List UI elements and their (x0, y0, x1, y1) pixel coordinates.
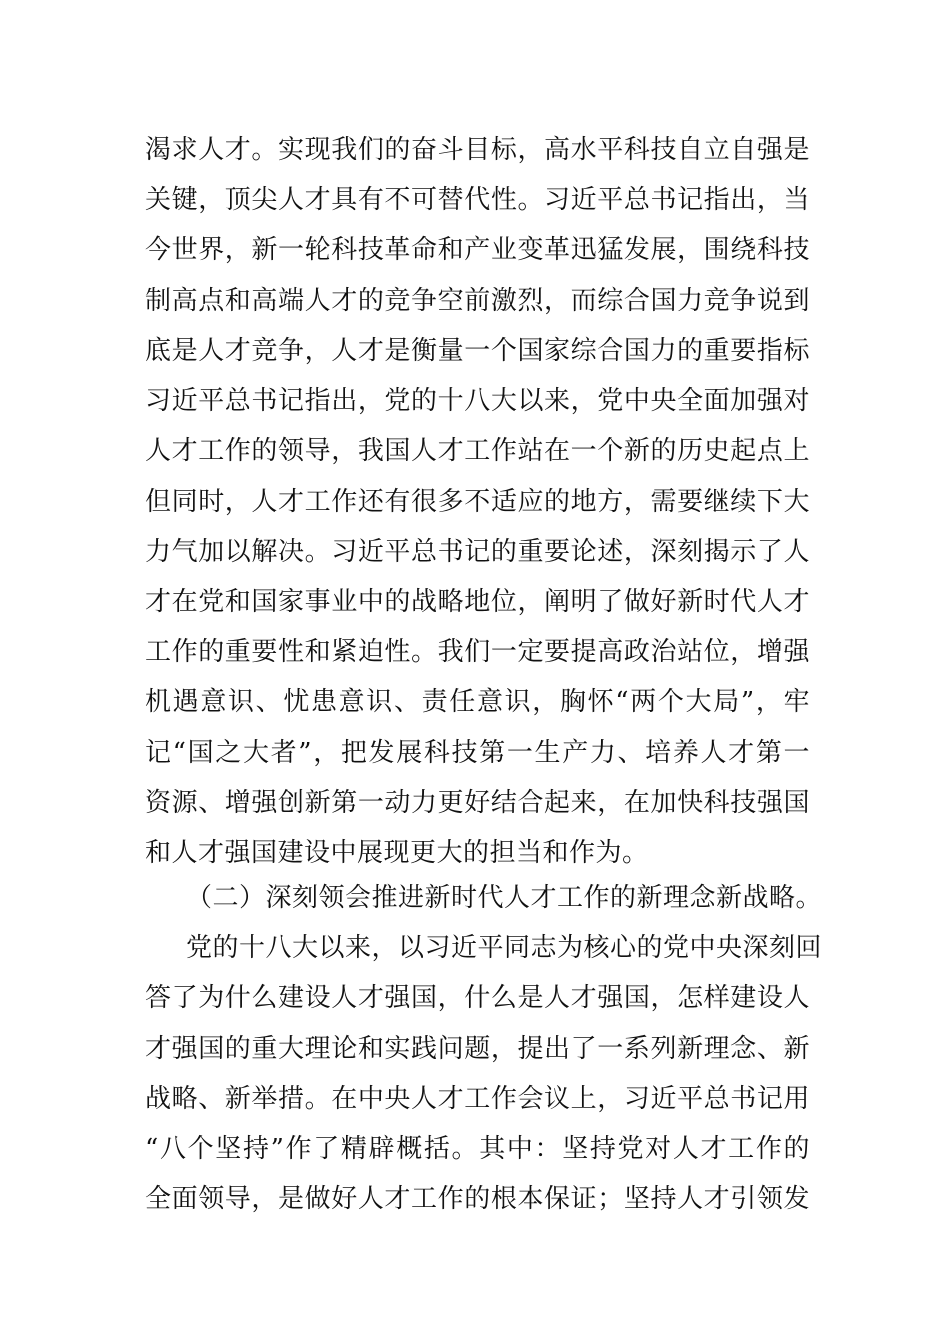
text-line: 力气加以解决。习近平总书记的重要论述，深刻揭示了人 (145, 537, 810, 567)
text-line: 制高点和高端人才的竞争空前激烈，而综合国力竞争说到 (145, 286, 810, 316)
text-line: 人才工作的领导，我国人才工作站在一个新的历史起点上 (145, 436, 810, 466)
text-line: 关键，顶尖人才具有不可替代性。习近平总书记指出，当 (145, 185, 810, 215)
text-line: 资源、增强创新第一动力更好结合起来，在加快科技强国 (145, 788, 810, 818)
text-line: 但同时，人才工作还有很多不适应的地方，需要继续下大 (145, 487, 810, 517)
text-line: 今世界，新一轮科技革命和产业变革迅猛发展，围绕科技 (145, 235, 810, 265)
text-line: 才强国的重大理论和实践问题，提出了一系列新理念、新 (145, 1034, 810, 1064)
text-line: 答了为什么建设人才强国，什么是人才强国，怎样建设人 (145, 983, 810, 1013)
text-line: 和人才强国建设中展现更大的担当和作为。 (145, 838, 649, 868)
text-line: 战略、新举措。在中央人才工作会议上，习近平总书记用 (145, 1084, 810, 1114)
text-line: 渴求人才。实现我们的奋斗目标，高水平科技自立自强是 (145, 135, 810, 165)
text-line: 底是人才竞争，人才是衡量一个国家综合国力的重要指标 (145, 336, 810, 366)
text-line: “八个坚持”作了精辟概括。其中：坚持党对人才工作的 (145, 1134, 810, 1164)
text-line: 习近平总书记指出，党的十八大以来，党中央全面加强对 (145, 386, 810, 416)
text-line: 才在党和国家事业中的战略地位，阐明了做好新时代人才 (145, 587, 810, 617)
text-line: 机遇意识、忧患意识、责任意识，胸怀“两个大局”，牢 (145, 687, 810, 717)
text-line: 全面领导，是做好人才工作的根本保证；坚持人才引领发 (145, 1184, 810, 1214)
text-line: 工作的重要性和紧迫性。我们一定要提高政治站位，增强 (145, 637, 810, 667)
section-heading: （二）深刻领会推进新时代人才工作的新理念新战略。 (186, 883, 823, 913)
text-line: 记“国之大者”，把发展科技第一生产力、培养人才第一 (145, 738, 810, 768)
text-line: 党的十八大以来，以习近平同志为核心的党中央深刻回 (186, 933, 823, 963)
